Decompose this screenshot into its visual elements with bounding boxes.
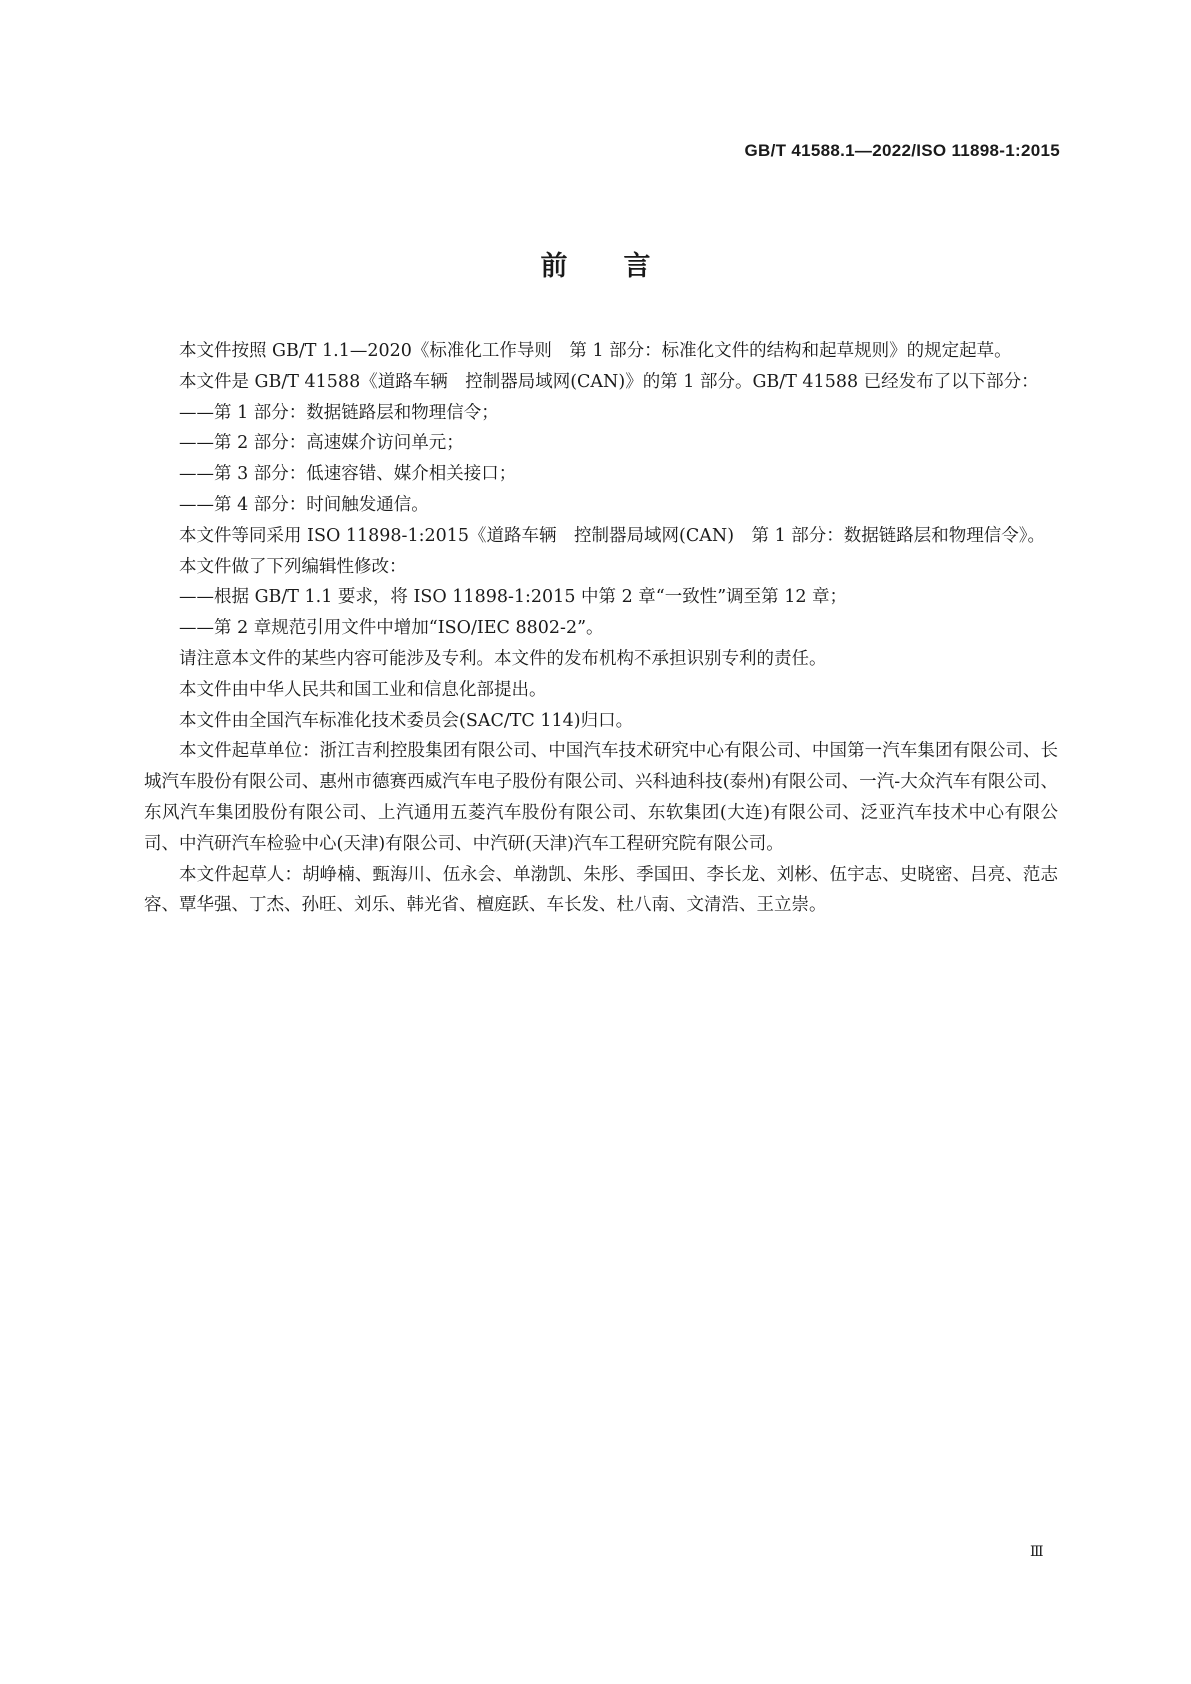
- document-code: GB/T 41588.1—2022/ISO 11898-1:2015: [744, 141, 1060, 160]
- paragraph-iso-adoption: 本文件等同采用 ISO 11898-1:2015《道路车辆 控制器局域网(CAN) 第 1 部分：数据链路层和物理信令》。: [179, 525, 1046, 546]
- paragraph-drafting-organizations: 本文件起草单位：浙江吉利控股集团有限公司、中国汽车技术研究中心有限公司、中国第一汽车集团有限公司、长城汽车股份有限公司、惠州市德赛西威汽车电子股份有限公司、兴科迪科技(泰州)有限公司、一汽-大众汽车有限公司、东风汽车集团股份有限公司、上汽通用五菱汽车股份有限公司、东软集团(大连)有限公司、泛亚汽车技术中心有限公司、中汽研汽车检验中心(天津)有限公司、中汽研(天津)汽车工程研究院有限公司。: [144, 741, 1058, 854]
- foreword-body: [144, 336, 1058, 921]
- list-item-change-1: ——根据 GB/T 1.1 要求，将 ISO 11898-1:2015 中第 2 章“一致性”调至第 12 章；: [179, 587, 848, 608]
- list-item-part-1: ——第 1 部分：数据链路层和物理信令；: [179, 402, 499, 423]
- list-item-change-2: ——第 2 章规范引用文件中增加“ISO/IEC 8802-2”。: [179, 618, 604, 639]
- paragraph-centralized-by: 本文件由全国汽车标准化技术委员会(SAC/TC 114)归口。: [179, 710, 634, 731]
- paragraph-drafting-basis: 本文件按照 GB/T 1.1—2020《标准化工作导则 第 1 部分：标准化文件的结构和起草规则》的规定起草。: [179, 341, 1012, 361]
- page-number: Ⅲ: [1030, 1544, 1043, 1560]
- page-title: 前言: [540, 251, 707, 282]
- paragraph-patent-notice: 请注意本文件的某些内容可能涉及专利。本文件的发布机构不承担识别专利的责任。: [179, 648, 827, 669]
- paragraph-editorial-changes: 本文件做了下列编辑性修改：: [179, 556, 407, 577]
- list-item-part-2: ——第 2 部分：高速媒介访问单元；: [179, 433, 464, 454]
- paragraph-drafters: 本文件起草人：胡峥楠、甄海川、伍永会、单渤凯、朱彤、季国田、李长龙、刘彬、伍宇志、史晓密、吕亮、范志容、覃华强、丁杰、孙旺、刘乐、韩光省、檀庭跃、车长发、杜八南、文清浩、王立崇。: [144, 864, 1058, 916]
- list-item-part-4: ——第 4 部分：时间触发通信。: [179, 494, 429, 515]
- list-item-part-3: ——第 3 部分：低速容错、媒介相关接口；: [179, 464, 517, 485]
- paragraph-proposer: 本文件由中华人民共和国工业和信息化部提出。: [179, 679, 547, 700]
- paragraph-series-parts: 本文件是 GB/T 41588《道路车辆 控制器局域网(CAN)》的第 1 部分。GB/T 41588 已经发布了以下部分：: [179, 371, 1039, 392]
